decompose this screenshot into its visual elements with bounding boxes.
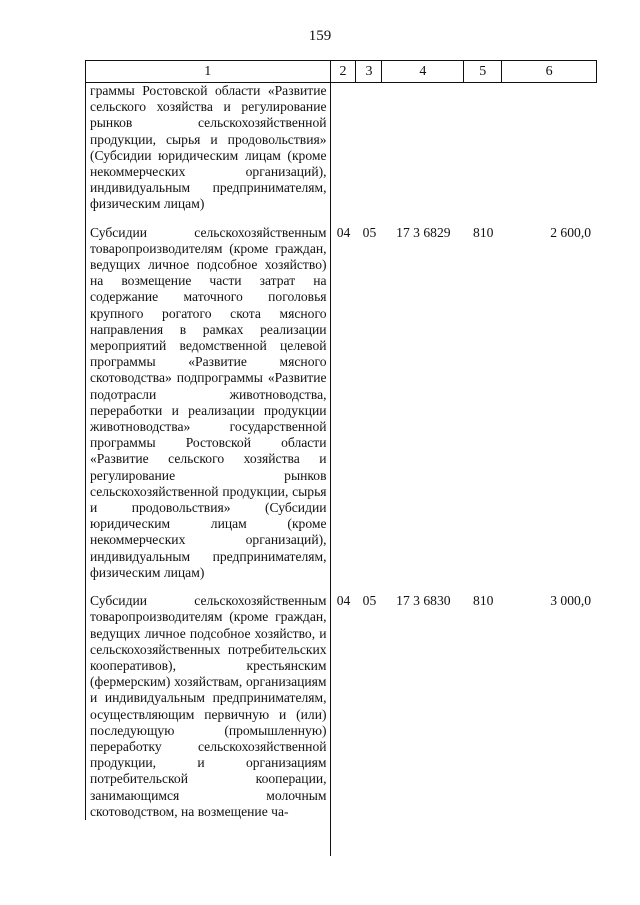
table-row [86, 593, 597, 820]
row-subsection-code: 05 [362, 593, 377, 609]
table-body [85, 83, 597, 820]
row-expense-type: 810 [473, 224, 494, 240]
row-amount: 2 600,0 [550, 224, 592, 240]
header-col-5: 5 [464, 61, 502, 82]
row-description: граммы Ростовской области «Развитие сельского хозяйства и регулирование рынков сельскохозяйственной продукции, сырья и продовольствия» (Субсидии юридическим лицам (кроме некоммерческих организаций), индивидуальным предпринимателям, физическим лицам) [90, 83, 327, 212]
page-number: 159 [308, 28, 332, 44]
header-col-6: 6 [502, 61, 597, 82]
table-row [86, 225, 597, 581]
header-col-4: 4 [382, 61, 464, 82]
row-target-code: 17 3 6830 [396, 593, 451, 609]
header-col-3: 3 [356, 61, 382, 82]
column-divider [330, 83, 331, 856]
row-description: Субсидии сельскохозяйственным товаропроизводителям (кроме граждан, ведущих личное подсобное хозяйство) на возмещение части затрат на содержание маточного поголовья крупного рогатого скота мясного направления в рамках реализации мероприятий ведомственной целевой программы «Развитие мясного скотоводства» подпрограммы «Развитие подотрасли животноводства, переработки и реализации продукции животноводства» государственной программы Ростовской области «Развитие сельского хозяйства и регулирование рынков сельскохозяйственной продукции, сырья и продовольствия» (Субсидии юридическим лицам (кроме некоммерческих организаций), индивидуальным предпринимателям, физическим лицам) [90, 224, 327, 580]
row-amount: 3 000,0 [550, 593, 592, 609]
row-section-code: 04 [336, 224, 351, 240]
table-header [85, 60, 597, 83]
row-subsection-code: 05 [362, 224, 377, 240]
row-expense-type: 810 [473, 593, 494, 609]
row-section-code: 04 [336, 593, 351, 609]
header-col-2: 2 [331, 61, 357, 82]
table-row [86, 83, 597, 213]
budget-table [85, 60, 597, 820]
row-target-code: 17 3 6829 [396, 224, 451, 240]
header-col-1: 1 [86, 61, 331, 82]
row-description: Субсидии сельскохозяйственным товаропроизводителям (кроме граждан, ведущих личное подсобное хозяйство, и сельскохозяйственных потребительских кооперативов), крестьянским (фермерским) хозяйствам, организациям и индивидуальным предпринимателям, осуществляющим первичную и (или) последующую (промышленную) переработку сельскохозяйственной продукции, и организациям потребительской кооперации, занимающимся молочным скотоводством, на возмещение ча- [90, 593, 327, 819]
